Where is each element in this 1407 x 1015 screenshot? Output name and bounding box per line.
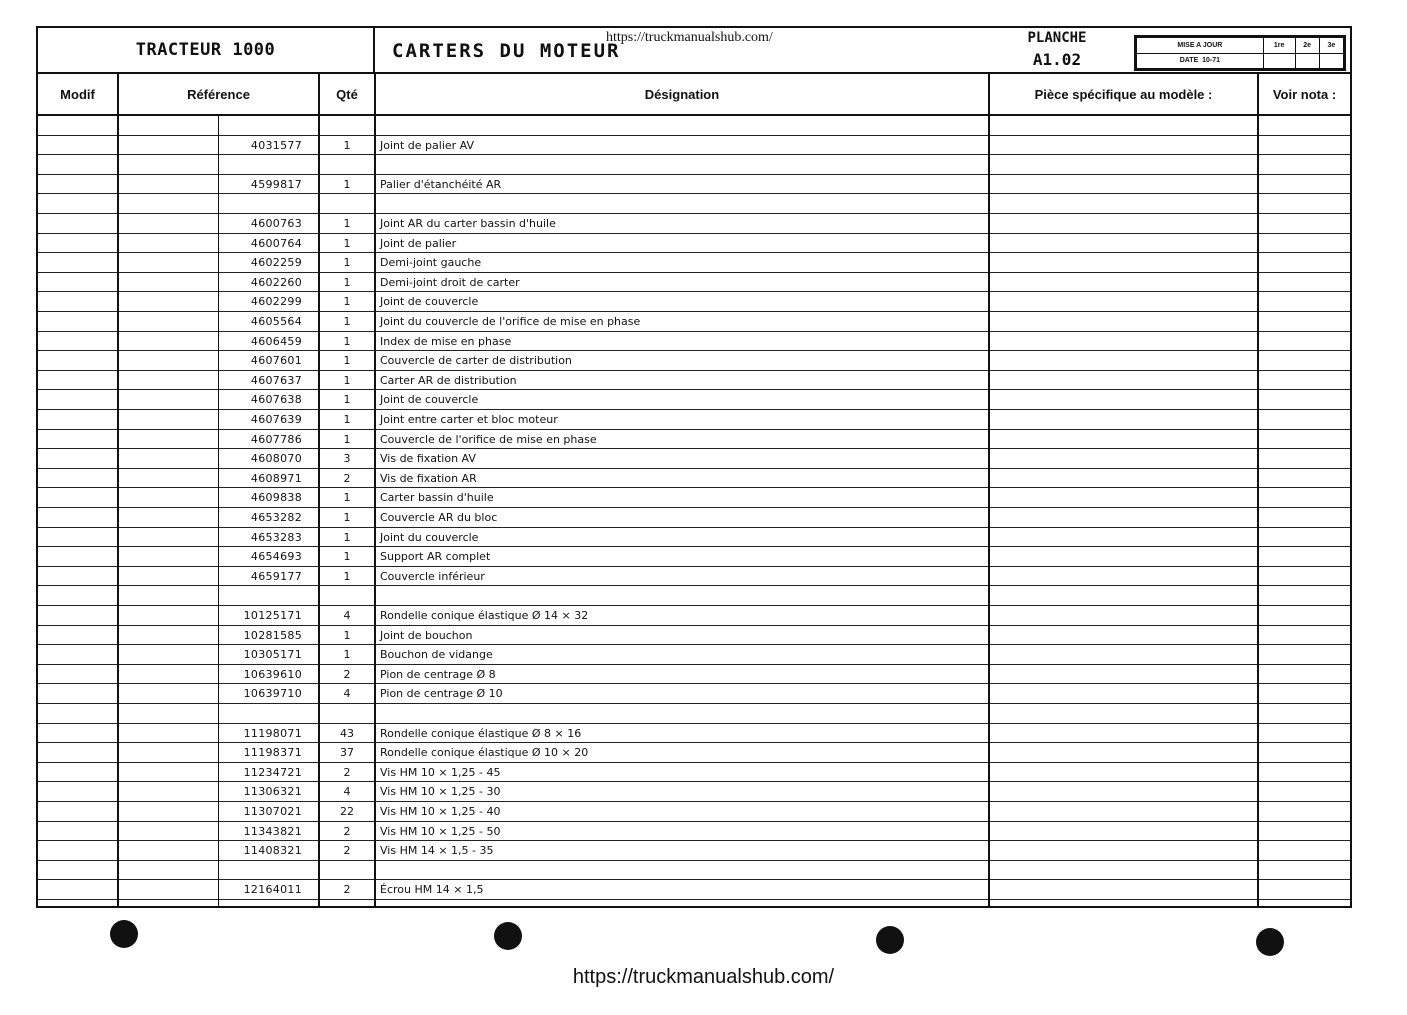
part-designation: Vis HM 10 × 1,25 - 50 <box>380 824 501 838</box>
table-row <box>38 704 1350 724</box>
part-quantity: 1 <box>343 491 351 505</box>
model-name: TRACTEUR 1000 <box>38 28 375 72</box>
part-quantity: 1 <box>343 295 351 309</box>
part-reference: 10125171 <box>243 609 302 622</box>
part-designation: Palier d'étanchéité AR <box>380 177 502 191</box>
part-designation: Rondelle conique élastique Ø 10 × 20 <box>380 746 589 760</box>
part-reference: 4606459 <box>250 334 302 348</box>
table-row <box>38 763 1350 783</box>
date-value: 10-71 <box>1202 57 1221 65</box>
table-row <box>38 332 1350 352</box>
divider-ref-inner <box>218 114 219 906</box>
part-quantity: 1 <box>343 413 351 426</box>
date-label: DATE 10-71 <box>1137 53 1264 69</box>
table-row <box>38 508 1350 528</box>
part-reference: 10639610 <box>243 667 302 681</box>
table-row <box>38 175 1350 195</box>
part-reference: 4605564 <box>250 315 302 328</box>
table-row <box>38 214 1350 234</box>
part-quantity: 1 <box>343 393 351 407</box>
divider-modif <box>117 114 119 906</box>
part-designation: Rondelle conique élastique Ø 14 × 32 <box>380 609 589 622</box>
part-quantity: 1 <box>343 275 351 289</box>
part-designation: Couvercle AR du bloc <box>380 511 498 524</box>
col-reference: Référence <box>119 74 320 114</box>
part-quantity: 4 <box>343 687 351 701</box>
table-row <box>38 488 1350 508</box>
part-quantity: 1 <box>343 256 351 270</box>
part-quantity: 1 <box>343 315 351 328</box>
table-row <box>38 606 1350 626</box>
part-reference: 4659177 <box>250 569 302 583</box>
table-row <box>38 253 1350 273</box>
part-designation: Pion de centrage Ø 8 <box>380 667 496 681</box>
part-reference: 11408321 <box>243 844 302 858</box>
part-reference: 12164011 <box>243 883 302 897</box>
planche-code: A1.02 <box>1032 50 1082 69</box>
update-col-1: 1re <box>1263 38 1295 54</box>
part-reference: 11307021 <box>243 805 302 818</box>
part-quantity: 1 <box>343 177 351 191</box>
table-row <box>38 155 1350 175</box>
part-reference: 4608070 <box>250 452 302 466</box>
part-reference: 4600764 <box>250 236 302 250</box>
table-row <box>38 312 1350 332</box>
part-quantity: 4 <box>343 785 351 799</box>
binder-hole <box>494 922 522 950</box>
table-row <box>38 880 1350 900</box>
table-row <box>38 724 1350 744</box>
update-box <box>1134 35 1346 71</box>
table-row <box>38 743 1350 763</box>
table-row <box>38 273 1350 293</box>
binder-hole <box>110 920 138 948</box>
part-quantity: 22 <box>340 805 354 818</box>
planche-block <box>1014 30 1100 69</box>
footer-url: https://truckmanualshub.com/ <box>572 966 835 988</box>
part-quantity: 1 <box>343 138 351 152</box>
binder-hole <box>876 926 904 954</box>
part-reference: 4607639 <box>250 413 302 426</box>
part-designation: Couvercle de l'orifice de mise en phase <box>380 432 597 446</box>
part-designation: Écrou HM 14 × 1,5 <box>380 883 484 897</box>
col-modif: Modif <box>38 74 119 114</box>
part-quantity: 4 <box>343 609 351 622</box>
col-voir-nota: Voir nota : <box>1272 86 1337 102</box>
part-reference: 11198371 <box>243 746 302 760</box>
sheet-header <box>38 28 1350 74</box>
part-designation: Joint du couvercle de l'orifice de mise en phase <box>380 315 641 328</box>
part-reference: 4600763 <box>250 217 302 230</box>
part-reference: 10281585 <box>243 628 302 642</box>
part-reference: 11234721 <box>243 765 302 779</box>
part-quantity: 1 <box>343 530 351 544</box>
part-quantity: 1 <box>343 354 351 368</box>
part-quantity: 1 <box>343 550 351 564</box>
part-quantity: 2 <box>343 824 351 838</box>
table-row <box>38 547 1350 567</box>
part-designation: Joint de couvercle <box>380 393 479 407</box>
part-reference: 11198071 <box>243 726 302 740</box>
divider-qty <box>374 114 376 906</box>
part-designation: Vis HM 14 × 1,5 - 35 <box>380 844 494 858</box>
parts-sheet <box>36 26 1352 908</box>
table-row <box>38 234 1350 254</box>
part-designation: Demi-joint droit de carter <box>380 275 520 289</box>
table-row <box>38 469 1350 489</box>
part-quantity: 3 <box>343 452 351 466</box>
update-col-3: 3e <box>1319 38 1343 54</box>
part-reference: 4608971 <box>250 471 302 485</box>
part-designation: Couvercle de carter de distribution <box>380 354 572 368</box>
part-designation: Vis de fixation AV <box>380 452 476 466</box>
part-quantity: 1 <box>343 217 351 230</box>
part-reference: 4602299 <box>250 295 302 309</box>
table-row <box>38 449 1350 469</box>
part-designation: Joint entre carter et bloc moteur <box>380 413 558 426</box>
part-designation: Bouchon de vidange <box>380 648 493 662</box>
page-title: CARTERS DU MOTEUR <box>392 40 621 62</box>
part-quantity: 1 <box>343 432 351 446</box>
table-row <box>38 782 1350 802</box>
divider-specific <box>1257 114 1259 906</box>
table-row <box>38 136 1350 156</box>
part-reference: 4607637 <box>250 373 302 387</box>
part-quantity: 1 <box>343 628 351 642</box>
part-designation: Support AR complet <box>380 550 491 564</box>
part-designation: Joint AR du carter bassin d'huile <box>380 217 556 230</box>
binder-hole <box>1256 928 1284 956</box>
part-designation: Vis HM 10 × 1,25 - 30 <box>380 785 501 799</box>
part-quantity: 2 <box>343 667 351 681</box>
table-row <box>38 351 1350 371</box>
part-reference: 4599817 <box>250 177 302 191</box>
table-row <box>38 626 1350 646</box>
part-quantity: 43 <box>340 726 354 740</box>
part-reference: 4607601 <box>250 354 302 368</box>
part-reference: 11306321 <box>243 785 302 799</box>
part-designation: Carter AR de distribution <box>380 373 517 387</box>
table-row <box>38 528 1350 548</box>
part-reference: 4602260 <box>250 275 302 289</box>
part-designation: Joint de palier AV <box>380 138 475 152</box>
table-row <box>38 430 1350 450</box>
part-designation: Vis HM 10 × 1,25 - 40 <box>380 805 501 818</box>
part-reference: 4609838 <box>250 491 302 505</box>
part-reference: 10639710 <box>243 687 302 701</box>
part-designation: Index de mise en phase <box>380 334 512 348</box>
table-row <box>38 390 1350 410</box>
part-quantity: 1 <box>343 373 351 387</box>
part-designation: Vis de fixation AR <box>380 471 477 485</box>
watermark-url: https://truckmanualshub.com/ <box>606 30 773 45</box>
part-quantity: 2 <box>343 883 351 897</box>
col-qty: Qté <box>320 74 376 114</box>
part-designation: Rondelle conique élastique Ø 8 × 16 <box>380 726 582 740</box>
part-designation: Demi-joint gauche <box>380 256 482 270</box>
table-row <box>38 861 1350 881</box>
update-col-2: 2e <box>1295 38 1319 54</box>
table-row <box>38 684 1350 704</box>
part-reference: 4654693 <box>250 550 302 564</box>
part-reference: 4607786 <box>250 432 302 446</box>
table-row <box>38 645 1350 665</box>
part-reference: 4607638 <box>250 393 302 407</box>
table-row <box>38 194 1350 214</box>
table-row <box>38 802 1350 822</box>
part-designation: Joint du couvercle <box>380 530 479 544</box>
divider-designation <box>988 114 990 906</box>
part-quantity: 1 <box>343 236 351 250</box>
part-reference: 4031577 <box>250 138 302 152</box>
table-row <box>38 841 1350 861</box>
part-quantity: 1 <box>343 648 351 662</box>
col-designation: Désignation <box>376 74 990 114</box>
part-reference: 10305171 <box>243 648 302 662</box>
part-reference: 11343821 <box>243 824 302 838</box>
table-row <box>38 822 1350 842</box>
part-quantity: 1 <box>343 334 351 348</box>
divider-ref <box>318 114 320 906</box>
part-designation: Joint de palier <box>380 236 457 250</box>
part-reference: 4653283 <box>250 530 302 544</box>
table-row <box>38 116 1350 136</box>
planche-label: PLANCHE <box>1027 30 1087 46</box>
table-row <box>38 292 1350 312</box>
part-designation: Pion de centrage Ø 10 <box>380 687 503 701</box>
part-designation: Vis HM 10 × 1,25 - 45 <box>380 765 501 779</box>
part-designation: Carter bassin d'huile <box>380 491 494 505</box>
update-label: MISE A JOUR <box>1137 38 1264 54</box>
part-designation: Joint de bouchon <box>380 628 473 642</box>
part-designation: Joint de couvercle <box>380 295 479 309</box>
table-row <box>38 665 1350 685</box>
part-quantity: 1 <box>343 511 351 524</box>
table-row <box>38 567 1350 587</box>
part-quantity: 2 <box>343 844 351 858</box>
table-row <box>38 586 1350 606</box>
part-quantity: 2 <box>343 471 351 485</box>
part-quantity: 1 <box>343 569 351 583</box>
part-quantity: 2 <box>343 765 351 779</box>
part-quantity: 37 <box>340 746 354 760</box>
part-reference: 4653282 <box>250 511 302 524</box>
part-reference: 4602259 <box>250 256 302 270</box>
col-specific-part: Pièce spécifique au modèle : <box>990 74 1259 114</box>
table-row <box>38 410 1350 430</box>
table-row <box>38 371 1350 391</box>
part-designation: Couvercle inférieur <box>380 569 485 583</box>
